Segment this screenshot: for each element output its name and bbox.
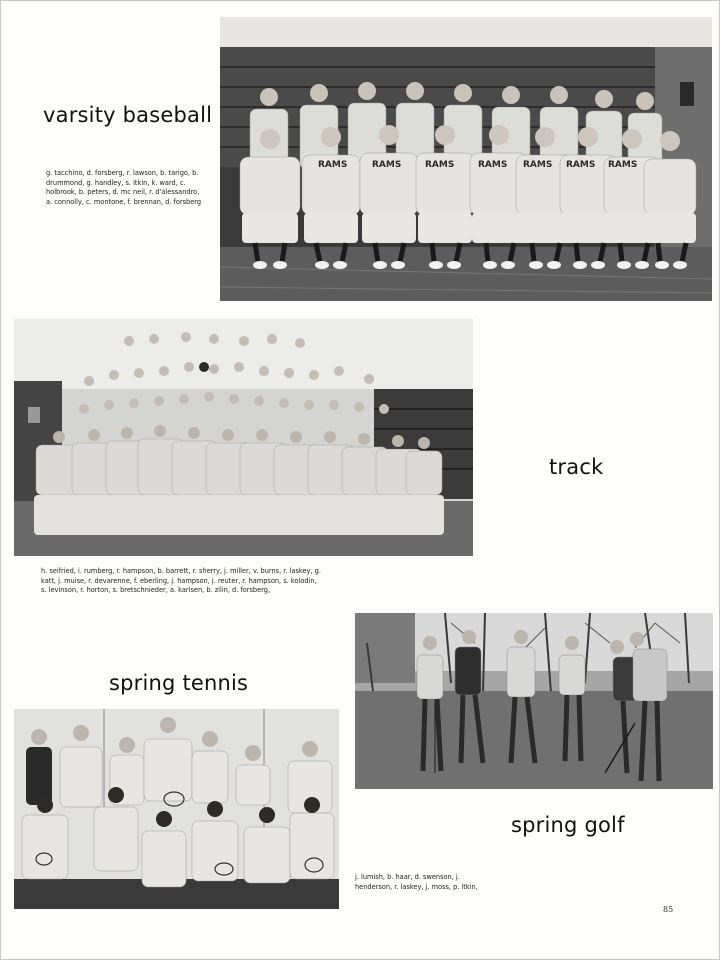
tennis-heading: spring tennis xyxy=(109,671,249,695)
uniform-lettering: RAMS xyxy=(523,160,553,170)
golf-roster-caption: j. lumish, b. haar, d. swenson, j. henderson, r. laskey, j. moss, p. itkin, xyxy=(355,873,478,891)
tennis-team-photo xyxy=(14,709,339,909)
page-number: 85 xyxy=(663,905,674,914)
golf-team-photo xyxy=(355,613,713,789)
track-roster-caption: h. seifried, i. rumberg, r. hampson, b. barrett, r. sherry, j. miller, v. burns, r. laskey, g. katt, j. muise, r. devarenne, f. eberling, j. hampson, j. reuter, r. hampson, s. kolodin, s. levinson, r. horton, s. bretschnieder, a. karlsen, b. zilin, d. forsberg, xyxy=(41,567,321,595)
baseball-roster-caption: g. tacchino, d. forsberg, r. lawson, b. tarigo, b. drummond, g. handley, s. itkin, k. ward, c. holbrook, b. peters, d. mc neil, r. d'alessandro, a. connolly, c. montone, f. brennan, d. forsberg xyxy=(46,169,202,206)
uniform-lettering: RAMS xyxy=(318,160,348,170)
track-team-photo xyxy=(14,319,473,556)
uniform-lettering: RAMS xyxy=(372,160,402,170)
golf-heading: spring golf xyxy=(511,813,625,837)
uniform-lettering: RAMS xyxy=(566,160,596,170)
baseball-heading: varsity baseball xyxy=(43,103,213,127)
uniform-lettering: RAMS xyxy=(425,160,455,170)
track-heading: track xyxy=(549,455,604,479)
uniform-lettering: RAMS xyxy=(478,160,508,170)
baseball-team-photo xyxy=(220,17,712,301)
uniform-lettering: RAMS xyxy=(608,160,638,170)
